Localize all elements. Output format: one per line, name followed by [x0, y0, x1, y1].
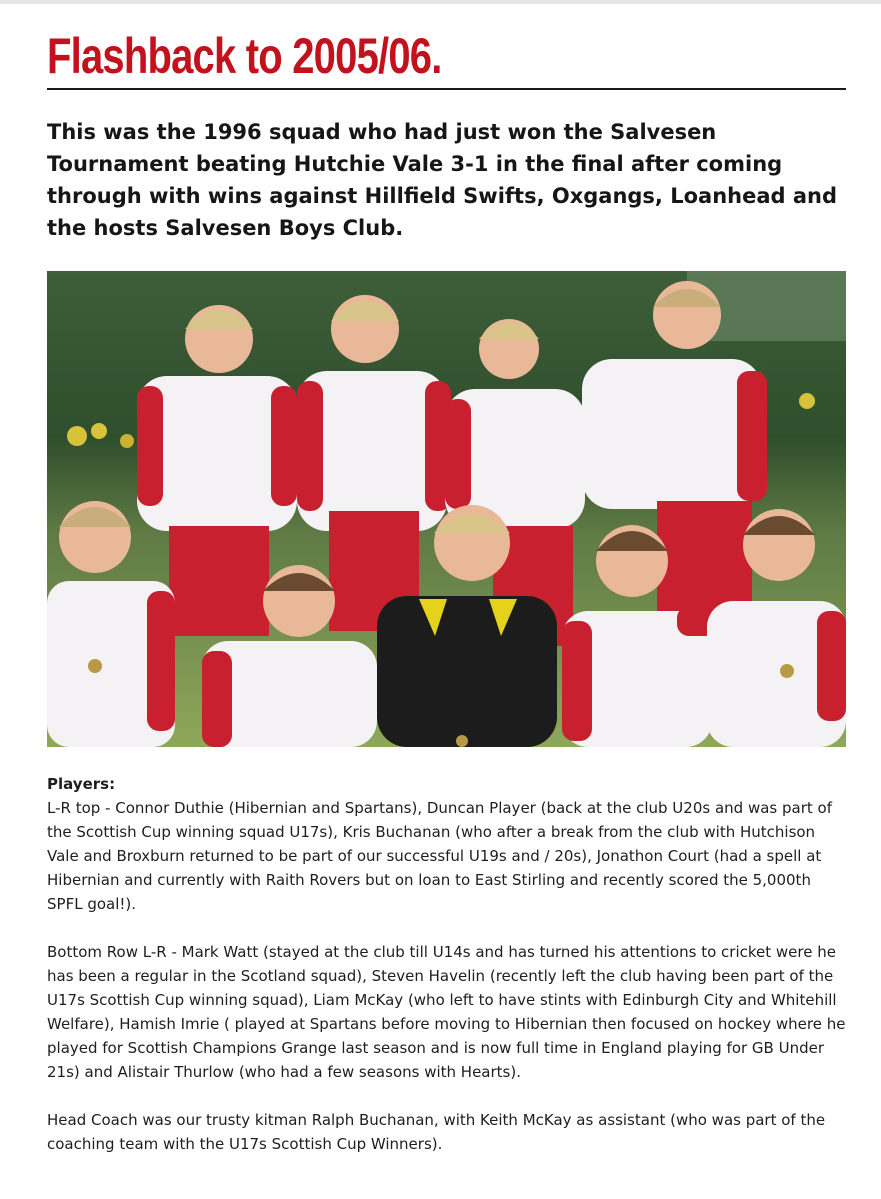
team-photo-illustration — [47, 271, 846, 747]
players-bottom-row-paragraph: Bottom Row L-R - Mark Watt (stayed at the club till U14s and has turned his attentions to cricket were he has been a regular in the Scotland squad), Steven Havelin (recently left the club having been part of the U17s Scottish Cup winning squad), Liam McKay (who left to have stints with Edinburgh City and Whitehill Welfare), Hamish Imrie ( played at Spartans before moving to Hibernian then focused on hockey where he played for Scottish Champions Grange last season and is now full time in England playing for GB Under 21s) and Alistair Thurlow (who had a few seasons with Hearts). — [47, 943, 846, 1081]
players-top-row-text: L-R top - Connor Duthie (Hibernian and Spartans), Duncan Player (back at the club U20s and was part of the Scottish Cup winning squad U17s), Kris Buchanan (who after a break from the club with Hutchison Vale and Broxburn returned to be part of our successful U19s and / 20s), Jonathon Court (had a spell at Hibernian and currently with Raith Rovers but on loan to East Stirling and recently scored the 5,000th SPFL goal!). — [47, 799, 832, 913]
scan-edge — [0, 0, 881, 4]
team-photo — [47, 271, 846, 747]
players-heading: Players: — [47, 775, 116, 793]
title-divider — [47, 88, 846, 90]
page-title: Flashback to 2005/06. — [47, 28, 442, 84]
players-top-row-paragraph — [47, 772, 847, 916]
coaches-paragraph: Head Coach was our trusty kitman Ralph Buchanan, with Keith McKay as assistant (who was part of the coaching team with the U17s Scottish Cup Winners). — [47, 1111, 826, 1153]
article-body — [47, 772, 847, 1180]
intro-paragraph: This was the 1996 squad who had just won the Salvesen Tournament beating Hutchie Vale 3-1 in the final after coming through with wins against Hillfield Swifts, Oxgangs, Loanhead and the hosts Salvesen Boys Club. — [47, 120, 838, 240]
